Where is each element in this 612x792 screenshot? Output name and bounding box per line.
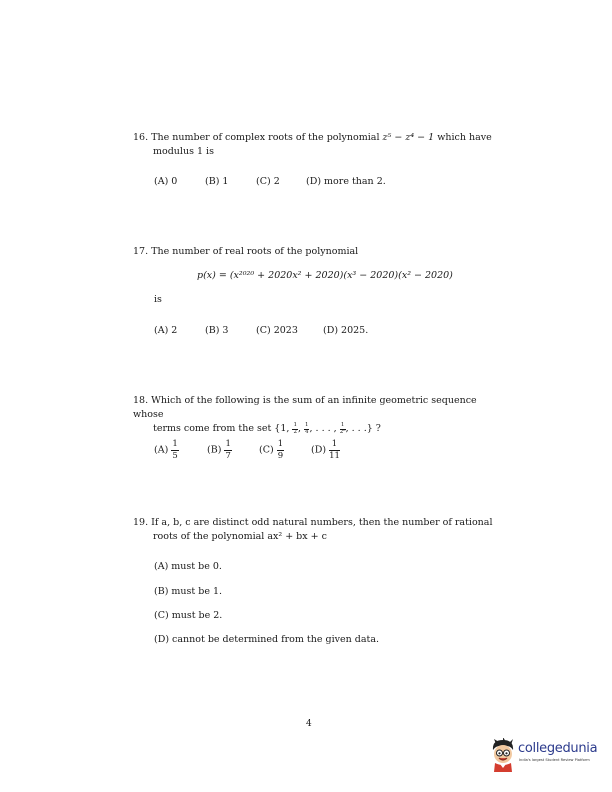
question-17 xyxy=(133,245,503,259)
q18-option-a: (A) $\frac{1}{5}$ xyxy=(154,439,178,461)
q17-option-b: (B) 3 xyxy=(205,325,229,336)
q18-number: 18. xyxy=(133,395,149,406)
q16-option-b: (B) 1 xyxy=(205,176,229,187)
q18-option-c: (C) $\frac{1}{9}$ xyxy=(259,439,284,461)
question-19 xyxy=(133,516,503,544)
q17-number: 17. xyxy=(133,246,149,257)
question-18 xyxy=(133,394,503,435)
q16-text: The number of complex roots of the polynomial xyxy=(151,132,380,143)
q17-text: The number of real roots of the polynomial xyxy=(151,246,359,257)
q16-option-a: (A) 0 xyxy=(154,176,178,187)
q18-text: Which of the following is the sum of an infinite geometric sequence whose xyxy=(133,395,477,420)
q16-text-end: which have xyxy=(437,132,492,143)
q18-option-d: (D) $\frac{1}{11}$ xyxy=(311,439,340,461)
set-frac-general: $\frac{1}{\text{2ⁿ}}$ xyxy=(339,422,346,435)
q17-option-a: (A) 2 xyxy=(154,325,178,336)
collegedunia-logo xyxy=(488,738,606,778)
q19-text: If a, b, c are distinct odd natural numbers, then the number of rational xyxy=(151,517,493,528)
student-mascot-icon xyxy=(488,738,518,774)
q19-line2: roots of the polynomial ax² + bx + c xyxy=(153,530,327,542)
q19-option-d: (D) cannot be determined from the given data. xyxy=(154,634,379,645)
q17-is: is xyxy=(154,294,162,305)
q16-line2: modulus 1 is xyxy=(153,145,214,157)
q16-number: 16. xyxy=(133,132,149,143)
q19-option-c: (C) must be 2. xyxy=(154,610,223,621)
logo-wordmark: collegedunia xyxy=(518,741,598,756)
q19-option-b: (B) must be 1. xyxy=(154,586,223,597)
q16-option-c: (C) 2 xyxy=(256,176,280,187)
logo-tagline: India's largest Student Review Platform xyxy=(519,758,590,762)
question-16 xyxy=(133,131,503,159)
q16-option-d: (D) more than 2. xyxy=(306,176,386,187)
set-frac-quarter: $\frac{1}{4}$ xyxy=(304,422,309,435)
q19-option-a: (A) must be 0. xyxy=(154,561,222,572)
set-frac-half: $\frac{1}{2}$ xyxy=(293,422,297,435)
page-number: 4 xyxy=(306,719,312,729)
q18-line2: terms come from the set {1, $\frac{1}{2}$ , $\frac{1}{4}$ , . . . , $\frac{1}{\text{2ⁿ}}$ , . . .} ? xyxy=(153,422,381,435)
q19-number: 19. xyxy=(133,517,149,528)
q18-option-b: (B) $\frac{1}{7}$ xyxy=(207,439,231,461)
q17-equation: p(x) = (x²⁰²⁰ + 2020x² + 2020)(x³ − 2020)(x² − 2020) xyxy=(197,270,453,281)
q16-expression: z⁵ − z⁴ − 1 xyxy=(382,132,435,143)
q17-option-c: (C) 2023 xyxy=(256,325,298,336)
q17-option-d: (D) 2025. xyxy=(323,325,369,336)
